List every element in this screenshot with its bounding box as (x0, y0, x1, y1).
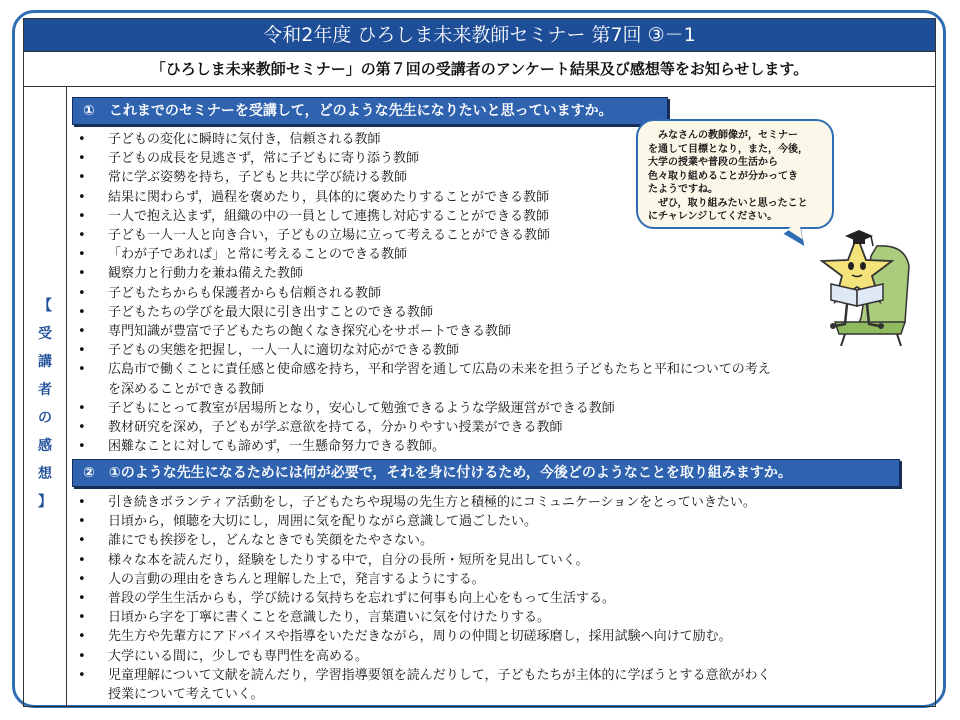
list-item: • 困難なことに対しても諦めず，一生懸命努力できる教師。 (70, 437, 930, 456)
sidebar-label-char: 【 (38, 298, 52, 314)
list-item: • 常に学ぶ姿勢を持ち，子どもと共に学び続ける教師 (70, 168, 930, 187)
list-item: • 子ども一人一人と向き合い，子どもの立場に立って考えることができる教師 (70, 226, 930, 245)
sidebar-label-char: 想 (38, 466, 52, 482)
list-item: • 人の言動の理由をきちんと理解した上で，発言するようにする。 (70, 570, 930, 589)
list-item: • 子どもにとって教室が居場所となり，安心して勉強できるような学級運営ができる教師 (70, 399, 930, 418)
sidebar-label-char: 講 (38, 354, 52, 370)
page-subtitle: 「ひろしま未来教師セミナー」の第７回の受講者のアンケート結果及び感想等をお知らせします。 (24, 52, 935, 87)
list-item-text: 児童理解について文献を読んだり，学習指導要領を読んだりして，子どもたちが主体的に学ぼうとする意欲がわく (108, 667, 771, 683)
list-item: • 様々な本を読んだり，経験をしたりする中で，自分の長所・短所を見出していく。 (70, 551, 930, 570)
section2-heading: ② ①のような先生になるためには何が必要で，それを身に付けるため，今後どのようなことを取り組みますか。 (72, 459, 900, 487)
speech-bubble-line: 色々取り組めることが分かってき (648, 170, 798, 182)
section2-list (70, 493, 930, 704)
list-item: • 結果に関わらず，過程を褒めたり，具体的に褒めたりすることができる教師 (70, 188, 930, 207)
list-item: • 「わが子であれば」と常に考えることのできる教師 (70, 245, 930, 264)
list-item-continuation: 授業について考えていく。 (108, 687, 264, 703)
list-item: • 一人で抱え込まず，組織の中の一員として連携し対応することができる教師 (70, 207, 930, 226)
list-item-text: 広島市で働くことに責任感と使命感を持ち，平和学習を通して広島の未来を担う子どもたちと平和についての考え (108, 362, 771, 378)
list-item-continuation: を深めることができる教師 (108, 381, 265, 397)
speech-bubble-line: を通して目標となり，また，今後， (648, 143, 808, 155)
list-item: • 先生方や先輩方にアドバイスや指導をいただきながら，周りの仲間と切磋琢磨し，採用試験へ向けて励む。 (70, 627, 930, 646)
speech-bubble-line: にチャレンジしてください。 (648, 211, 778, 222)
sidebar-label-char: 】 (38, 494, 52, 510)
list-item (70, 666, 930, 704)
star-mascot-reading-icon (805, 226, 925, 346)
list-item: • 引き続きボランティア活動をし，子どもたちや現場の先生方と積極的にコミュニケーションをとっていきたい。 (70, 493, 930, 512)
list-item: • 子どもたちの学びを最大限に引き出すことのできる教師 (70, 303, 930, 322)
section1-heading: ① これまでのセミナーを受講して，どのような先生になりたいと思っていますか。 (72, 97, 668, 125)
speech-bubble (636, 119, 834, 229)
speech-bubble-line: みなさんの教師像が，セミナー (648, 130, 798, 141)
list-item: • 教材研究を深め，子どもが学ぶ意欲を持てる，分かりやすい授業ができる教師 (70, 418, 930, 437)
list-item: • 観察力と行動力を兼ね備えた教師 (70, 264, 930, 283)
list-item: • 日頃から字を丁寧に書くことを意識したり，言葉遣いに気を付けたりする。 (70, 608, 930, 627)
sidebar-column (24, 87, 67, 706)
speech-bubble-line: 大学の授業や普段の生活から (648, 157, 778, 168)
list-item: • 子どもの実態を把握し，一人一人に適切な対応ができる教師 (70, 341, 930, 360)
list-item: • 誰にでも挨拶をし，どんなときでも笑顔をたやさない。 (70, 531, 930, 550)
list-item: • 大学にいる間に，少しでも専門性を高める。 (70, 647, 930, 666)
sidebar-label (34, 292, 56, 516)
sidebar-label-char: 感 (38, 438, 52, 454)
speech-bubble-line: ぜひ，取り組みたいと思ったこと (648, 197, 808, 209)
speech-bubble-line: たようですね。 (648, 184, 718, 195)
sidebar-label-char: の (38, 410, 52, 426)
list-item: • 日頃から，傾聴を大切にし，周囲に気を配りながら意識して過ごしたい。 (70, 512, 930, 531)
page-title: 令和2年度 ひろしま未来教師セミナー 第7回 ③－1 (24, 19, 935, 52)
list-item: • 子どもの変化に瞬時に気付き，信頼される教師 (70, 130, 930, 149)
list-item: • 普段の学生生活からも，学び続ける気持ちを忘れずに何事も向上心をもって生活する。 (70, 589, 930, 608)
sidebar-label-char: 受 (38, 326, 52, 342)
list-item: • 子どもたちからも保護者からも信頼される教師 (70, 284, 930, 303)
list-item: • 専門知識が豊富で子どもたちの飽くなき探究心をサポートできる教師 (70, 322, 930, 341)
list-item: • 子どもの成長を見逃さず，常に子どもに寄り添う教師 (70, 149, 930, 168)
list-item (70, 360, 930, 398)
sidebar-label-char: 者 (38, 382, 52, 398)
